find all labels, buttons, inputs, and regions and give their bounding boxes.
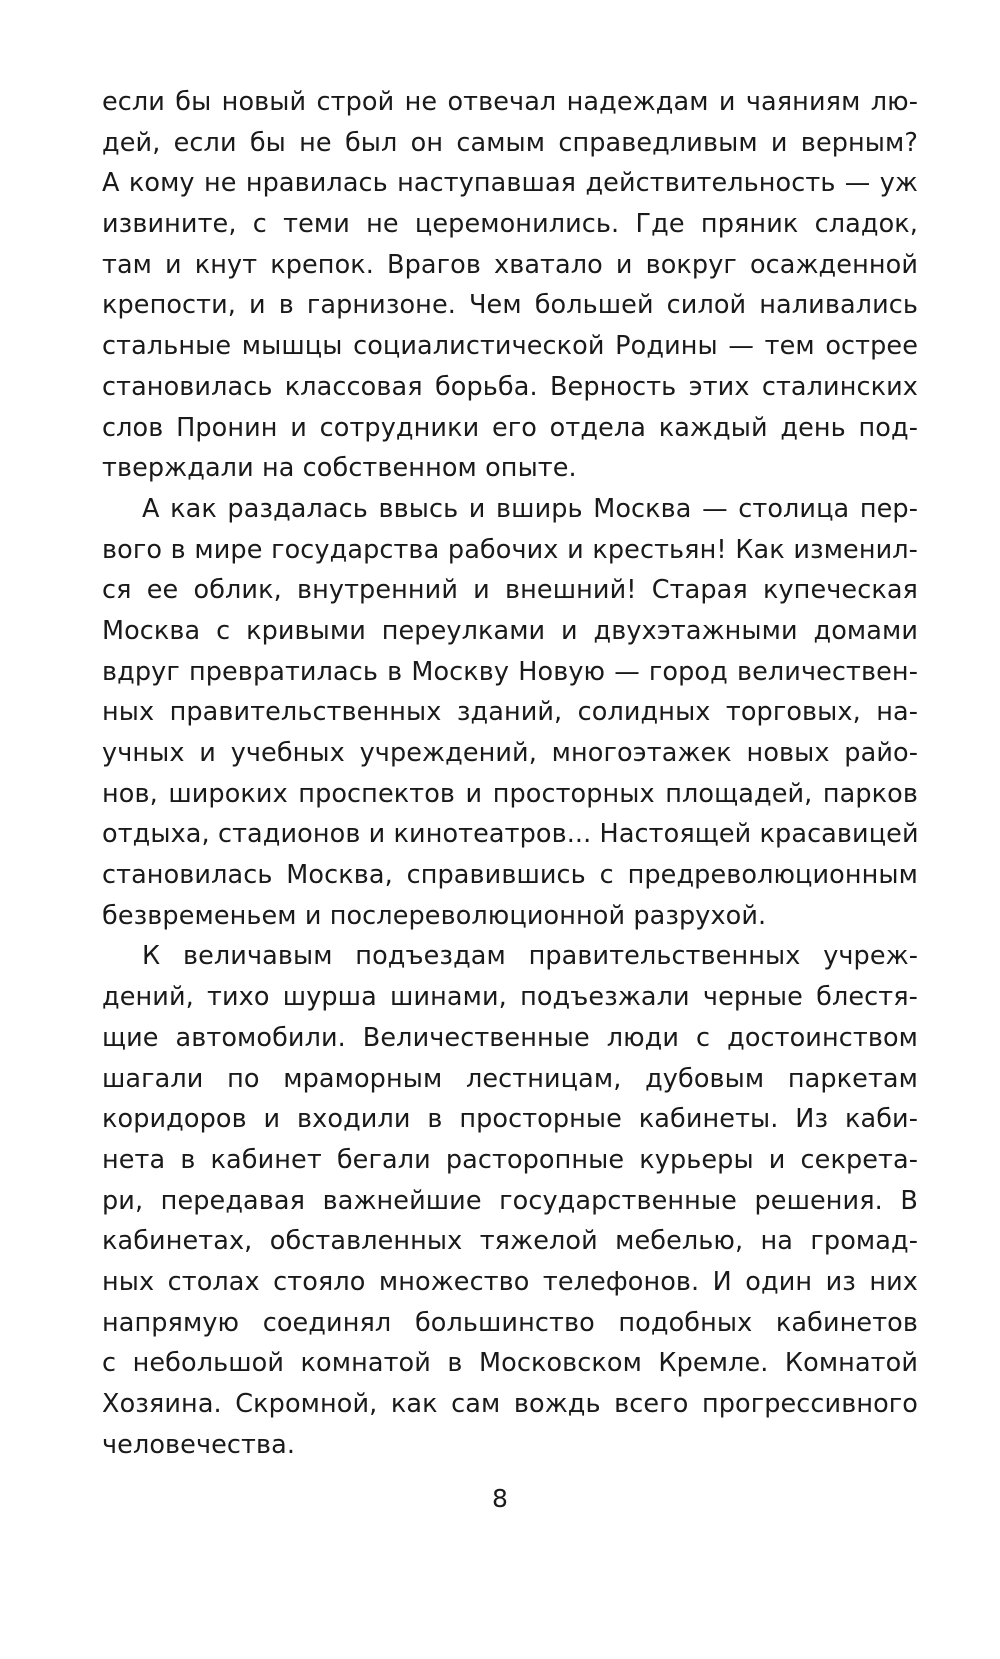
text-line: становилась классовая борьба. Верность этих сталинских xyxy=(102,371,918,402)
text-line: извините, с теми не церемонились. Где пряник сладок, xyxy=(102,209,918,240)
text-line: дений, тихо шурша шинами, подъезжали черные блестя- xyxy=(102,982,918,1013)
text-line: слов Пронин и сотрудники его отдела каждый день под- xyxy=(102,412,918,443)
text-line: А как раздалась ввысь и вширь Москва — столица пер- xyxy=(142,493,918,524)
text-line: коридоров и входили в просторные кабинеты. Из каби- xyxy=(102,1104,918,1135)
text-line: нета в кабинет бегали расторопные курьеры и секрета- xyxy=(102,1144,918,1175)
page-number: 8 xyxy=(492,1484,508,1513)
text-line: вдруг превратилась в Москву Новую — город величествен- xyxy=(102,656,918,687)
text-line: становилась Москва, справившись с предреволюционным xyxy=(102,860,918,891)
text-line: ных правительственных зданий, солидных торговых, на- xyxy=(102,697,918,728)
text-line: безвременьем и послереволюционной разрухой. xyxy=(102,900,767,931)
text-line: напрямую соединял большинство подобных кабинетов xyxy=(102,1307,918,1338)
text-line: ся ее облик, внутренний и внешний! Старая купеческая xyxy=(102,575,918,606)
text-line: крепости, и в гарнизоне. Чем большей силой наливались xyxy=(102,290,918,321)
text-line: нов, широких проспектов и просторных площадей, парков xyxy=(102,778,918,809)
text-line: кабинетах, обставленных тяжелой мебелью, на громад- xyxy=(102,1226,918,1257)
document-body xyxy=(102,82,918,1465)
text-line: отдыха, стадионов и кинотеатров... Настоящей красавицей xyxy=(102,819,919,850)
text-line: дей, если бы не был он самым справедливым и верным? xyxy=(102,127,918,158)
text-line: там и кнут крепок. Врагов хватало и вокруг осажденной xyxy=(102,249,918,280)
text-line: человечества. xyxy=(102,1429,296,1460)
text-line: если бы новый строй не отвечал надеждам и чаяниям лю- xyxy=(102,87,918,117)
text-line: тверждали на собственном опыте. xyxy=(102,453,577,484)
text-line: ри, передавая важнейшие государственные решения. В xyxy=(102,1185,918,1216)
text-line: шагали по мраморным лестницам, дубовым паркетам xyxy=(102,1063,918,1094)
text-line: ных столах стояло множество телефонов. И один из них xyxy=(102,1266,918,1297)
text-line: учных и учебных учреждений, многоэтажек новых райо- xyxy=(102,738,918,768)
text-line: К величавым подъездам правительственных учреж- xyxy=(142,941,918,972)
text-line: стальные мышцы социалистической Родины — тем острее xyxy=(102,331,918,362)
text-line: Москва с кривыми переулками и двухэтажными домами xyxy=(102,615,918,646)
text-line: с небольшой комнатой в Московском Кремле. Комнатой xyxy=(102,1348,918,1379)
text-line: Хозяина. Скромной, как сам вождь всего прогрессивного xyxy=(102,1389,918,1419)
text-line: вого в мире государства рабочих и крестьян! Как изменил- xyxy=(102,534,918,565)
text-line: А кому не нравилась наступавшая действительность — уж xyxy=(102,168,918,199)
text-line: щие автомобили. Величественные люди с достоинством xyxy=(102,1022,918,1053)
